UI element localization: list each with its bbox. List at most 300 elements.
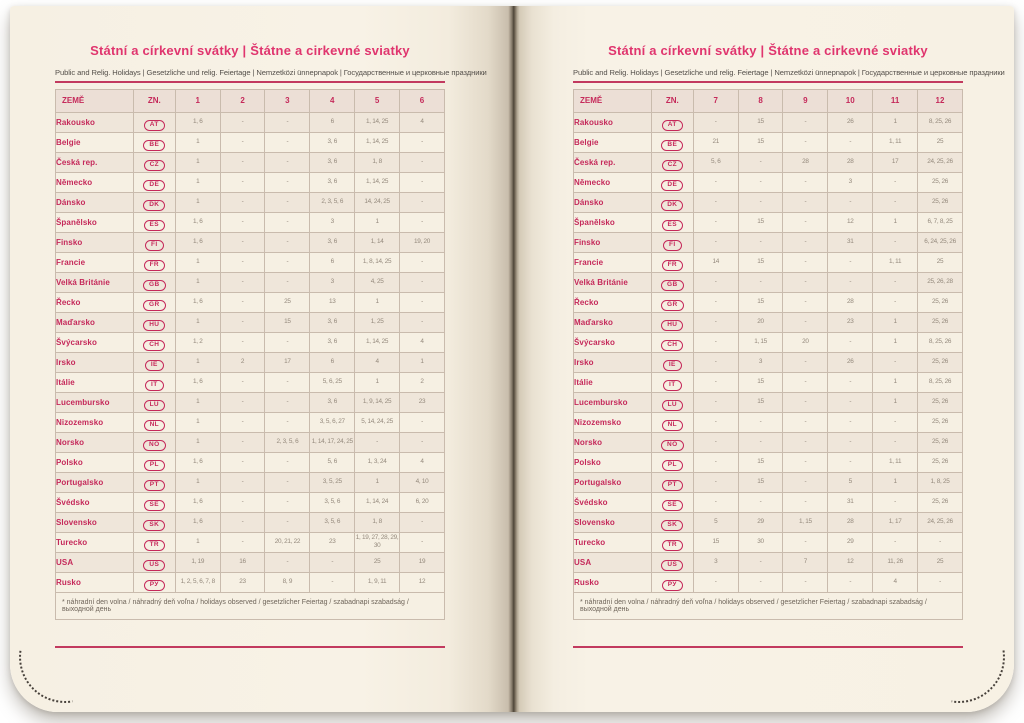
holiday-days-cell: - [783,232,828,252]
holiday-days-cell: 3, 6 [310,232,355,252]
holiday-days-cell: - [828,332,873,352]
table-row [56,212,445,232]
country-code-cell [651,312,693,332]
country-code-badge: SK [143,520,165,532]
country-code-badge: CH [661,340,683,352]
holiday-days-cell: 25, 26 [918,352,963,372]
holiday-days-cell: - [693,392,738,412]
column-header-month-10: 10 [828,89,873,112]
country-code-badge: IT [145,380,164,392]
country-code-badge: ES [662,220,683,232]
country-name: Maďarsko [574,312,652,332]
holiday-days-cell: 3, 5, 6 [310,492,355,512]
holiday-days-cell: 1, 14, 25 [355,112,400,132]
holiday-days-cell: 1 [175,392,220,412]
holiday-days-cell: 5, 6, 25 [310,372,355,392]
holiday-days-cell: - [783,292,828,312]
country-name: Německo [56,172,134,192]
column-header-country: ZEMĚ [56,89,134,112]
country-code-badge: FR [144,260,165,272]
holiday-days-cell: - [693,112,738,132]
holiday-days-cell: - [310,572,355,592]
holiday-days-cell: 7 [783,552,828,572]
column-header-month-3: 3 [265,89,310,112]
country-code-badge: NO [661,440,684,452]
country-name: Rakousko [56,112,134,132]
holiday-days-cell: - [738,432,783,452]
holiday-days-cell: 1, 8, 25 [918,472,963,492]
bottom-rule [55,646,445,648]
holiday-days-cell: 1 [355,292,400,312]
holiday-days-cell: 3 [693,552,738,572]
holiday-days-cell: - [738,152,783,172]
holiday-days-cell: 4, 10 [400,472,445,492]
country-code-cell [133,272,175,292]
holiday-days-cell: 28 [828,152,873,172]
holiday-days-cell: 3 [738,352,783,372]
holiday-days-cell: 2 [220,352,265,372]
holiday-days-cell: 8, 25, 26 [918,332,963,352]
country-code-cell [133,212,175,232]
country-name: Lucembursko [574,392,652,412]
holiday-days-cell: 1, 17 [873,512,918,532]
holiday-days-cell: 25, 26 [918,292,963,312]
table-row [574,172,963,192]
holiday-days-cell: 1, 8 [355,152,400,172]
holiday-days-cell: - [693,452,738,472]
table-row [574,252,963,272]
holiday-days-cell: 6, 7, 8, 25 [918,212,963,232]
holiday-days-cell: 2, 3, 5, 6 [265,432,310,452]
country-name: Švédsko [56,492,134,512]
holiday-days-cell: - [265,252,310,272]
holiday-days-cell: - [693,492,738,512]
column-header-month-8: 8 [738,89,783,112]
holiday-days-cell: - [265,452,310,472]
country-name: Belgie [56,132,134,152]
holiday-days-cell: 30 [738,532,783,552]
holiday-days-cell: - [400,412,445,432]
column-header-month-4: 4 [310,89,355,112]
holiday-days-cell: - [783,192,828,212]
holiday-days-cell: - [265,232,310,252]
holiday-days-cell: 20 [738,312,783,332]
left-page [10,6,508,712]
holiday-days-cell: 1, 14, 17, 24, 25 [310,432,355,452]
holiday-days-cell: 1 [873,472,918,492]
holiday-days-cell: - [693,432,738,452]
holiday-days-cell: - [400,252,445,272]
holiday-days-cell: 1, 2, 5, 6, 7, 8 [175,572,220,592]
country-name: Španělsko [574,212,652,232]
holiday-days-cell: 1, 14, 25 [355,132,400,152]
country-code-cell [133,472,175,492]
holiday-days-cell: 4 [400,112,445,132]
holiday-days-cell: - [783,352,828,372]
column-header-month-2: 2 [220,89,265,112]
country-name: Slovensko [574,512,652,532]
holiday-days-cell: 19, 20 [400,232,445,252]
table-row [56,132,445,152]
country-code-badge: FR [662,260,683,272]
table-row [574,272,963,292]
holiday-days-cell: 1 [175,252,220,272]
holiday-days-cell: - [400,292,445,312]
holiday-days-cell: 28 [828,292,873,312]
right-page-content [573,43,1005,648]
holiday-days-cell: 23 [828,312,873,332]
holiday-days-cell: 5 [828,472,873,492]
country-code-badge: AT [662,120,683,132]
country-name: Rusko [56,572,134,592]
holiday-days-cell: 25, 26 [918,452,963,472]
table-row [574,312,963,332]
holiday-days-cell: 1 [175,172,220,192]
country-code-cell [133,352,175,372]
country-code-cell [651,132,693,152]
table-row [574,352,963,372]
holiday-days-cell: - [265,112,310,132]
holiday-days-cell: - [783,272,828,292]
holiday-days-cell: 31 [828,232,873,252]
country-name: Francie [574,252,652,272]
country-code-cell [133,412,175,432]
country-code-badge: ES [144,220,165,232]
holiday-days-cell: 8, 9 [265,572,310,592]
table-row [56,312,445,332]
holiday-days-cell: 1, 19 [175,552,220,572]
table-row [56,252,445,272]
holiday-days-cell: 4 [400,332,445,352]
footnote-text: * náhradní den volna / náhradný deň voľna / holidays observed / gesetzlicher Feiertag / szabadnapi szabadság / выходной день [574,592,963,619]
holiday-days-cell: 25 [918,552,963,572]
country-code-badge: PL [144,460,165,472]
holiday-days-cell: - [220,212,265,232]
table-row [574,532,963,552]
holiday-days-cell: - [693,192,738,212]
page-subtitle: Public and Relig. Holidays | Gesetzliche und relig. Feiertage | Nemzetközi ünnepnapok | Государственные и церковные праздники [573,67,1005,77]
country-name: Irsko [56,352,134,372]
country-name: Dánsko [56,192,134,212]
holiday-days-cell: 1, 6 [175,492,220,512]
left-page-content [55,43,487,648]
table-row [56,332,445,352]
holiday-days-cell: 1 [175,132,220,152]
holiday-days-cell: 20 [783,332,828,352]
holiday-days-cell: - [693,472,738,492]
book-spine-gutter [508,6,520,712]
holiday-days-cell: - [783,252,828,272]
country-code-badge: SE [662,500,683,512]
holiday-days-cell: 6 [310,352,355,372]
country-name: Velká Británie [56,272,134,292]
holiday-days-cell: - [220,432,265,452]
holiday-days-cell: 13 [310,292,355,312]
holiday-days-cell: - [873,292,918,312]
table-row [574,212,963,232]
holiday-days-cell: 1 [400,352,445,372]
country-name: Irsko [574,352,652,372]
country-code-badge: NO [143,440,166,452]
country-code-badge: CH [143,340,165,352]
country-name: Nizozemsko [574,412,652,432]
holiday-days-cell: 14, 24, 25 [355,192,400,212]
holiday-days-cell: - [828,572,873,592]
country-code-badge: TR [144,540,165,552]
table-row [574,472,963,492]
country-code-badge: РУ [144,580,165,592]
holiday-days-cell: - [400,172,445,192]
holiday-days-cell: 1 [355,372,400,392]
country-code-cell [651,392,693,412]
holiday-days-cell: - [738,552,783,572]
country-name: USA [574,552,652,572]
country-name: Norsko [574,432,652,452]
holiday-days-cell: 25, 26 [918,312,963,332]
holiday-days-cell: 21 [693,132,738,152]
holiday-days-cell: - [355,432,400,452]
country-code-cell [133,152,175,172]
holiday-days-cell: - [265,332,310,352]
country-code-cell [651,192,693,212]
holiday-days-cell: - [265,412,310,432]
holiday-days-cell: 1, 6 [175,512,220,532]
holiday-days-cell: 12 [828,212,873,232]
country-code-badge: РУ [662,580,683,592]
country-name: Rakousko [574,112,652,132]
holiday-days-cell: - [220,152,265,172]
holiday-days-cell: - [693,212,738,232]
holiday-days-cell: 31 [828,492,873,512]
table-header-row [574,89,963,112]
holiday-days-cell: - [400,432,445,452]
country-code-badge: DE [661,180,683,192]
holiday-days-cell: - [738,572,783,592]
holiday-days-cell: - [828,412,873,432]
country-code-cell [651,152,693,172]
country-code-cell [133,332,175,352]
holiday-days-cell: 3, 6 [310,312,355,332]
holiday-days-cell: - [220,452,265,472]
holiday-days-cell: 1 [873,332,918,352]
holiday-days-cell: 3, 5, 6, 27 [310,412,355,432]
country-code-badge: PT [144,480,165,492]
page-title: Státní a církevní svátky | Štátne a cirkevné sviatky [608,43,928,58]
holiday-days-cell: 1, 9, 14, 25 [355,392,400,412]
holiday-days-cell: - [873,232,918,252]
table-header-row [56,89,445,112]
holiday-days-cell: 1 [873,312,918,332]
holiday-days-cell: - [693,272,738,292]
country-name: Švédsko [574,492,652,512]
table-row [56,532,445,552]
country-code-badge: PL [662,460,683,472]
holiday-days-cell: 4 [873,572,918,592]
holidays-table-jan-jun [55,89,445,620]
holiday-days-cell: 29 [738,512,783,532]
holiday-days-cell: - [220,492,265,512]
table-row [574,432,963,452]
holiday-days-cell: 15 [738,292,783,312]
holiday-days-cell: 1, 14, 25 [355,332,400,352]
table-row [574,452,963,472]
holiday-days-cell: - [265,272,310,292]
holiday-days-cell: - [220,172,265,192]
column-header-month-12: 12 [918,89,963,112]
holiday-days-cell: 1, 6 [175,372,220,392]
holiday-days-cell: 23 [220,572,265,592]
holiday-days-cell: 8, 25, 26 [918,372,963,392]
holiday-days-cell: 15 [265,312,310,332]
holiday-days-cell: 15 [738,112,783,132]
column-header-month-7: 7 [693,89,738,112]
holiday-days-cell: - [783,112,828,132]
country-code-cell [133,252,175,272]
holiday-days-cell: 5, 6 [310,452,355,472]
country-code-badge: IE [663,360,682,372]
table-row [56,352,445,372]
country-code-badge: DK [143,200,165,212]
country-code-cell [651,552,693,572]
holiday-days-cell: 1, 14, 24 [355,492,400,512]
holiday-days-cell: 1 [175,152,220,172]
country-code-cell [133,192,175,212]
holidays-table-jul-dec [573,89,963,620]
country-name: Finsko [574,232,652,252]
holiday-days-cell: - [918,532,963,552]
holiday-days-cell: - [783,572,828,592]
holiday-days-cell: 24, 25, 26 [918,152,963,172]
holiday-days-cell: 4 [355,352,400,372]
table-row [56,112,445,132]
holiday-days-cell: - [873,172,918,192]
table-row [574,572,963,592]
table-row [56,272,445,292]
table-row [56,192,445,212]
holiday-days-cell: - [783,212,828,232]
holiday-days-cell: - [783,452,828,472]
holiday-days-cell: - [400,272,445,292]
holiday-days-cell: 29 [828,532,873,552]
holiday-days-cell: 19 [400,552,445,572]
holiday-days-cell: - [265,132,310,152]
holiday-days-cell: 25, 26, 28 [918,272,963,292]
holiday-days-cell: 15 [738,452,783,472]
country-code-badge: DK [661,200,683,212]
holiday-days-cell: - [738,232,783,252]
country-name: Španělsko [56,212,134,232]
column-header-country: ZEMĚ [574,89,652,112]
holiday-days-cell: - [220,232,265,252]
country-code-badge: BE [143,140,165,152]
holiday-days-cell: 1 [873,112,918,132]
country-name: Francie [56,252,134,272]
holiday-days-cell: - [738,172,783,192]
country-code-cell [651,332,693,352]
holiday-days-cell: - [828,132,873,152]
holiday-days-cell: - [400,132,445,152]
holiday-days-cell: 3, 6 [310,332,355,352]
holiday-days-cell: - [400,212,445,232]
country-code-cell [133,572,175,592]
holiday-days-cell: - [265,512,310,532]
table-row [574,412,963,432]
table-row [56,412,445,432]
country-name: Portugalsko [574,472,652,492]
holiday-days-cell: 1 [873,372,918,392]
holiday-days-cell: - [400,312,445,332]
holiday-days-cell: - [693,572,738,592]
holiday-days-cell: 15 [738,392,783,412]
country-code-cell [651,272,693,292]
holiday-days-cell: - [693,292,738,312]
holiday-days-cell: - [693,372,738,392]
country-name: USA [56,552,134,572]
holiday-days-cell: 1, 6 [175,112,220,132]
country-code-badge: GR [143,300,166,312]
holiday-days-cell: 12 [828,552,873,572]
holiday-days-cell: - [783,312,828,332]
table-row [56,392,445,412]
country-code-badge: GR [661,300,684,312]
country-code-badge: IT [663,380,682,392]
holiday-days-cell: - [693,412,738,432]
holiday-days-cell: 1 [355,212,400,232]
country-code-cell [133,512,175,532]
country-code-cell [133,132,175,152]
holiday-days-cell: 1, 11 [873,452,918,472]
table-row [574,292,963,312]
holiday-days-cell: - [220,532,265,552]
holiday-days-cell: 15 [738,372,783,392]
holiday-days-cell: 3, 6 [310,152,355,172]
holiday-days-cell: - [828,372,873,392]
holiday-days-cell: - [918,572,963,592]
table-row [574,152,963,172]
holiday-days-cell: 6 [310,112,355,132]
table-row [574,392,963,412]
holiday-days-cell: - [873,352,918,372]
holiday-days-cell: 3, 6 [310,392,355,412]
country-code-cell [651,472,693,492]
country-code-badge: GB [143,280,166,292]
holiday-days-cell: 17 [265,352,310,372]
holiday-days-cell: 1, 11 [873,132,918,152]
holiday-days-cell: 1, 11 [873,252,918,272]
diary-open-spread [10,6,1014,712]
holiday-days-cell: 1, 15 [738,332,783,352]
country-name: Velká Británie [574,272,652,292]
holiday-days-cell: 23 [310,532,355,552]
country-code-badge: HU [661,320,683,332]
column-header-code: ZN. [133,89,175,112]
country-name: Švýcarsko [574,332,652,352]
country-code-cell [651,372,693,392]
holiday-days-cell: 28 [783,152,828,172]
country-code-badge: CZ [662,160,683,172]
holiday-days-cell: 1 [175,352,220,372]
holiday-days-cell: - [220,192,265,212]
holiday-days-cell: 1 [175,472,220,492]
country-code-badge: GB [661,280,684,292]
holiday-days-cell: - [220,132,265,152]
holiday-days-cell: - [400,512,445,532]
country-code-cell [651,412,693,432]
country-code-badge: US [143,560,165,572]
holiday-days-cell: - [783,432,828,452]
holiday-days-cell: - [220,252,265,272]
country-code-badge: SK [661,520,683,532]
